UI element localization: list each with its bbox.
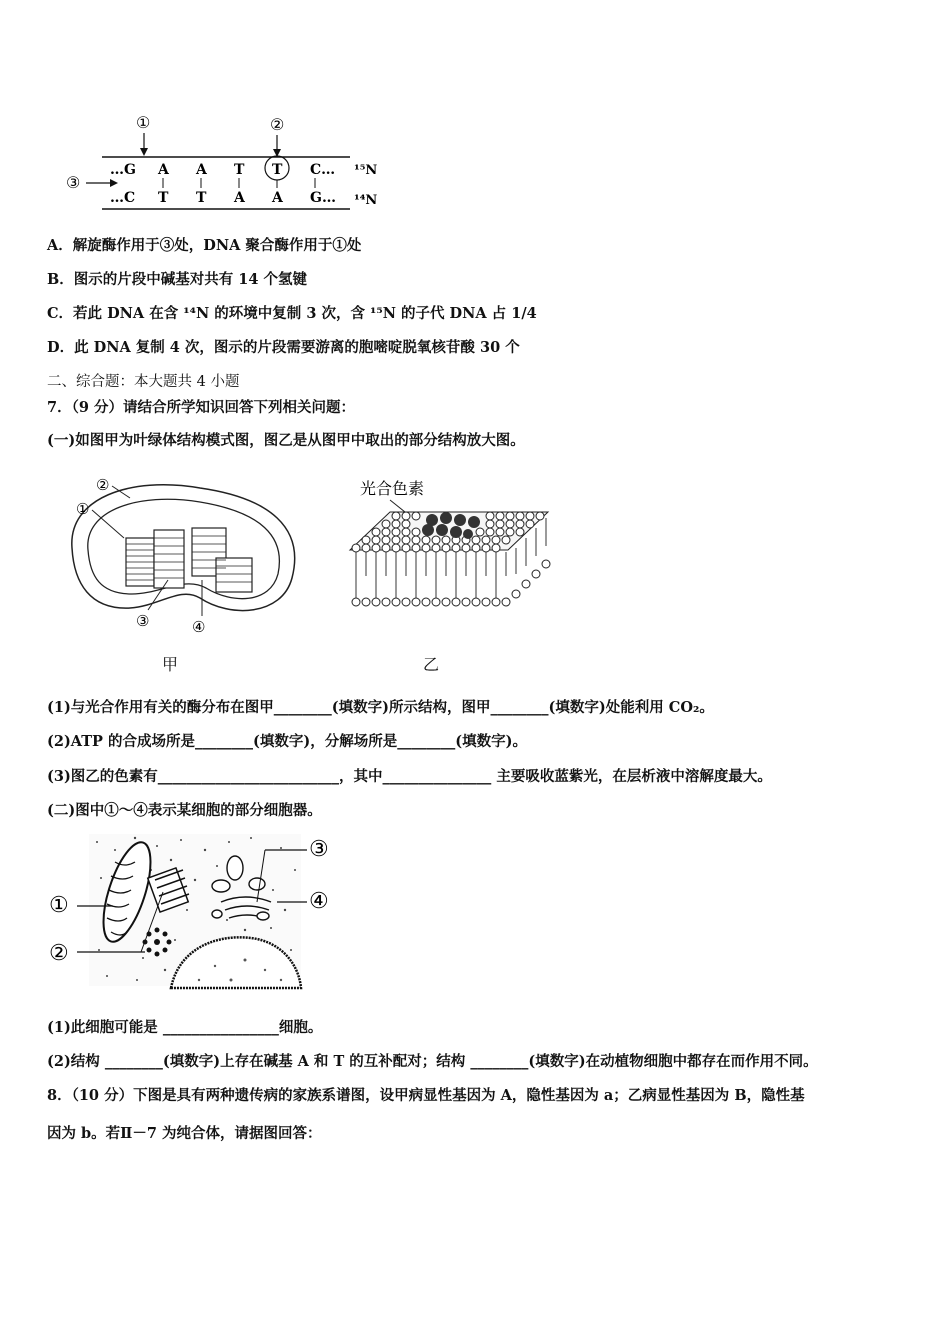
top-base: T <box>234 162 245 178</box>
top-base: C… <box>310 162 336 178</box>
cell-marker-4: ④ <box>309 889 329 914</box>
bottom-base: A <box>234 190 245 206</box>
part2-sub-1: (1)此细胞可能是 ________________细胞。 <box>47 1019 323 1036</box>
question-8-line2: 因为 b。若Ⅱ－7 为纯合体，请据图回答： <box>47 1125 322 1142</box>
cell-marker-3: ③ <box>309 837 329 862</box>
jia-marker-3: ③ <box>136 612 150 630</box>
q7-sub-1: (1)与光合作用有关的酶分布在图甲________(填数字)所示结构，图甲________(填数字)处能利用 CO₂。 <box>47 699 714 716</box>
marker-3: ③ <box>66 173 81 192</box>
option-a: A．解旋酶作用于③处，DNA 聚合酶作用于①处 <box>47 237 362 254</box>
cell-marker-1: ① <box>49 893 69 918</box>
figure-yi-caption: 乙 <box>423 655 440 674</box>
bottom-base: T <box>196 190 207 206</box>
part2-intro: (二)图中①～④表示某细胞的部分细胞器。 <box>47 802 322 819</box>
figure-jia-caption: 甲 <box>162 655 179 674</box>
chloroplast-figure <box>60 468 310 638</box>
marker-1: ① <box>136 113 151 132</box>
question-8-line1: 8．（10 分）下图是具有两种遗传病的家族系谱图，设甲病显性基因为 A，隐性基因为 a；乙病显性基因为 B，隐性基 <box>47 1087 805 1104</box>
thylakoid-figure <box>340 472 560 622</box>
marker-2: ② <box>270 115 285 134</box>
option-d: D．此 DNA 复制 4 次，图示的片段需要游离的胞嘧啶脱氧核苷酸 30 个 <box>47 339 520 356</box>
option-b: B．图示的片段中碱基对共有 14 个氢键 <box>47 271 308 288</box>
q7-sub-3: (3)图乙的色素有_________________________，其中_______________ 主要吸收蓝紫光，在层析液中溶解度最大。 <box>47 768 772 785</box>
section-heading: 二、综合题：本大题共 4 小题 <box>47 374 240 390</box>
top-base: …G <box>110 162 136 178</box>
top-base: A <box>158 162 169 178</box>
jia-marker-1: ① <box>76 500 90 518</box>
jia-marker-4: ④ <box>192 618 206 636</box>
bottom-base: T <box>158 190 169 206</box>
dna-figure <box>60 108 400 218</box>
cell-organelles-figure <box>45 830 345 990</box>
bottom-base: A <box>272 190 283 206</box>
part1-intro: (一)如图甲为叶绿体结构模式图，图乙是从图甲中取出的部分结构放大图。 <box>47 432 525 449</box>
cell-marker-2: ② <box>49 941 69 966</box>
part2-sub-2: (2)结构 ________(填数字)上存在碱基 A 和 T 的互补配对；结构 ________(填数字)在动植物细胞中都存在而作用不同。 <box>47 1053 818 1070</box>
bottom-base: G… <box>310 190 336 206</box>
top-base: A <box>196 162 207 178</box>
q7-sub-2: (2)ATP 的合成场所是________(填数字)，分解场所是________(填数字)。 <box>47 733 527 750</box>
bottom-base: …C <box>110 190 136 206</box>
question-7-stem: 7．（9 分）请结合所学知识回答下列相关问题： <box>47 399 355 416</box>
top-base: T <box>272 162 283 178</box>
label-14n: ¹⁴N <box>354 193 378 208</box>
pigment-label: 光合色素 <box>360 479 425 498</box>
option-c: C．若此 DNA 在含 ¹⁴N 的环境中复制 3 次，含 ¹⁵N 的子代 DNA 占 1/4 <box>47 305 537 322</box>
label-15n: ¹⁵N <box>354 163 378 178</box>
jia-marker-2: ② <box>96 476 110 494</box>
